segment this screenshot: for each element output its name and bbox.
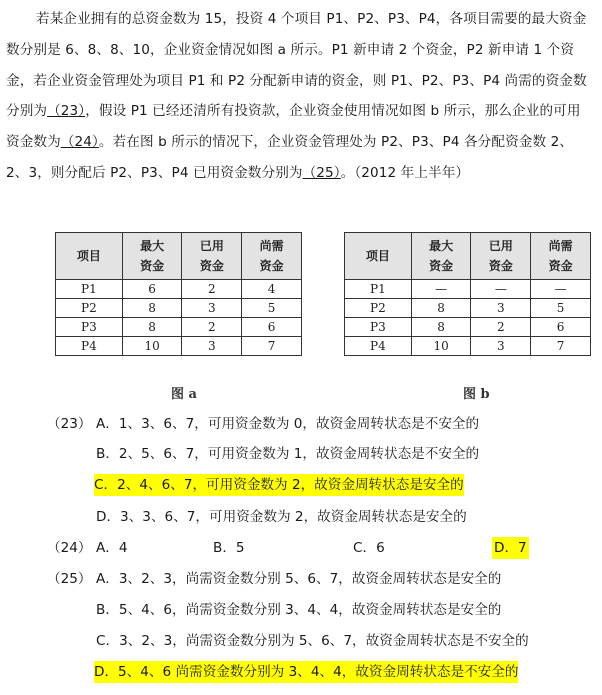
table-b-caption: 图 b: [463, 387, 490, 402]
table-cell: P2: [56, 299, 123, 318]
table-cell: P3: [345, 318, 412, 337]
table-cell: 8: [411, 318, 471, 337]
q23-number: （23）: [47, 416, 92, 432]
table-cell: P4: [345, 337, 412, 356]
header-line: 资金: [199, 259, 224, 273]
table-cell: 3: [471, 299, 531, 318]
table-row: [345, 299, 591, 318]
table-cell: 10: [122, 337, 182, 356]
table-cell: P4: [56, 337, 123, 356]
q24-number: （24）: [47, 540, 92, 556]
table-row: [56, 337, 302, 356]
table-row: [345, 318, 591, 337]
table-b-header: [531, 233, 591, 280]
blank-24: （24）: [60, 134, 99, 151]
question-text-2: ，假设 P1 已经还清所有投资款，企业资金使用情况如图 b 所示，那么企业的可用资金数为: [6, 103, 581, 151]
table-cell: 8: [122, 299, 182, 318]
q24-option-c: C．6: [353, 540, 385, 556]
q23-option-d: D．3、3、6、7，可用资金数为 2，故资金周转状态是安全的: [96, 509, 467, 525]
table-cell: P2: [345, 299, 412, 318]
table-a: [55, 232, 302, 356]
table-cell: P1: [345, 280, 412, 299]
header-line: 资金: [429, 259, 454, 273]
q25-number: （25）: [47, 571, 92, 587]
table-cell: 4: [242, 280, 302, 299]
table-cell: 6: [242, 318, 302, 337]
question-text-1: 若某企业拥有的总资金数为 15，投资 4 个项目 P1、P2、P3、P4，各项目需要的最大资金数分别是 6、8、8、10，企业资金情况如图 a 所示。P1 新申请 2 个资金，P2 新申请 1 个资金，若企业资金管理处为项目 P1 和 P2 分配新申请的资金，则 P1、P2、P3、P4 尚需的资金数分别为: [6, 11, 587, 120]
q24-option-b: B．5: [213, 540, 245, 556]
table-cell: 3: [471, 337, 531, 356]
header-line: 已用: [488, 239, 513, 253]
table-cell: 3: [182, 299, 242, 318]
table-cell: 5: [531, 299, 591, 318]
q25-option-d: D．5、4、6 尚需资金数分别为 3、4、4，故资金周转状态是不安全的: [94, 661, 518, 683]
table-cell: 8: [411, 299, 471, 318]
q24-option-a: A．4: [96, 540, 128, 556]
table-a-caption: 图 a: [171, 387, 197, 402]
question-text-3: 。若在图 b 所示的情况下，企业资金管理处为 P2、P3、P4 各分配资金数 2、2、3，则分配后 P2、P3、P4 已用资金数分别为: [6, 134, 574, 181]
table-row: [56, 299, 302, 318]
header-line: 尚需: [259, 239, 284, 253]
table-cell: —: [411, 280, 471, 299]
blank-23: （23）: [47, 103, 86, 120]
table-row: [345, 280, 591, 299]
table-cell: 5: [242, 299, 302, 318]
q25-option-a: A．3、2、3，尚需资金数分别 5、6、7，故资金周转状态是安全的: [96, 571, 502, 587]
table-cell: 2: [182, 318, 242, 337]
table-a-header: [122, 233, 182, 280]
table-a-header: 项目: [56, 233, 123, 280]
table-cell: —: [531, 280, 591, 299]
header-line: 资金: [548, 259, 573, 273]
table-cell: 2: [471, 318, 531, 337]
table-cell: 3: [182, 337, 242, 356]
table-b-header: [411, 233, 471, 280]
table-cell: 7: [531, 337, 591, 356]
q23-option-b: B．2、5、6、7，可用资金数为 1，故资金周转状态是不安全的: [96, 446, 480, 462]
question-text-4: 。（2012 年上半年）: [340, 164, 470, 181]
table-cell: —: [471, 280, 531, 299]
table-row: [345, 337, 591, 356]
table-cell: P1: [56, 280, 123, 299]
header-line: 已用: [199, 239, 224, 253]
q23-option-c: C．2、4、6、7，可用资金数为 2，故资金周转状态是安全的: [94, 474, 464, 496]
table-cell: 6: [122, 280, 182, 299]
table-b: [344, 232, 591, 356]
table-cell: P3: [56, 318, 123, 337]
table-cell: 7: [242, 337, 302, 356]
q23-option-a: A．1、3、6、7，可用资金数为 0，故资金周转状态是不安全的: [96, 416, 480, 432]
header-line: 最大: [429, 239, 454, 253]
table-b-header: 项目: [345, 233, 412, 280]
table-cell: 6: [531, 318, 591, 337]
header-line: 资金: [259, 259, 284, 273]
table-b-header-row: [345, 233, 591, 280]
q25-option-c: C．3、2、3，尚需资金数分别为 5、6、7，故资金周转状态是不安全的: [96, 633, 529, 649]
table-cell: 10: [411, 337, 471, 356]
table-a-header: [182, 233, 242, 280]
table-b-header: [471, 233, 531, 280]
table-a-header-row: [56, 233, 302, 280]
header-line: 最大: [140, 239, 165, 253]
question-paragraph: [6, 4, 594, 189]
table-cell: 8: [122, 318, 182, 337]
table-cell: 2: [182, 280, 242, 299]
table-row: [56, 280, 302, 299]
blank-25: （25）: [302, 164, 341, 181]
q24-option-d: D．7: [492, 537, 529, 559]
header-line: 尚需: [548, 239, 573, 253]
table-row: [56, 318, 302, 337]
table-a-header: [242, 233, 302, 280]
header-line: 资金: [488, 259, 513, 273]
q25-option-b: B．5、4、6，尚需资金数分别 3、4、4，故资金周转状态是安全的: [96, 602, 502, 618]
header-line: 资金: [140, 259, 165, 273]
